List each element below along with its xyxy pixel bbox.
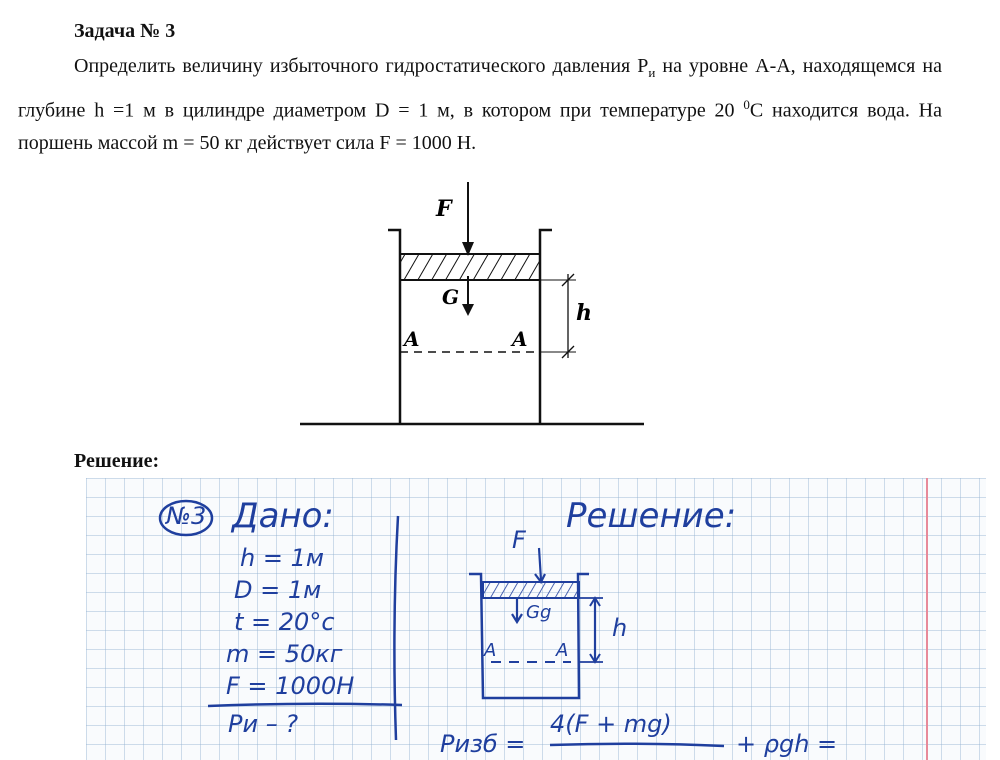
gravity-arrow-head [462, 304, 474, 316]
sketch-force-label: F [512, 526, 526, 554]
given-divider [386, 514, 406, 744]
given-m: m = 50кг [226, 640, 343, 668]
solution-heading: Решение: [74, 450, 160, 472]
formula-numerator: 4(F + mg) [550, 710, 672, 738]
piston [400, 254, 540, 280]
formula-rest: + ρgh = [736, 730, 838, 758]
problem-text-2: на уровне А-А, находящемся на глубине h =1 м в цилиндре диаметром D = 1 м, в котором при температуре 20 [18, 55, 942, 122]
force-label: F [436, 196, 452, 222]
solution-notes-title: Решение: [566, 496, 737, 536]
given-title: Дано: [232, 496, 334, 536]
notebook-margin-line [926, 478, 928, 760]
problem-number: №3 [166, 502, 207, 530]
handwritten-notes [86, 478, 986, 760]
hand-sketch [461, 536, 661, 706]
sketch-gravity-label: Gg [526, 602, 552, 623]
given-underline [206, 700, 406, 710]
problem-title: Задача № 3 [74, 20, 176, 42]
fraction-bar [548, 740, 728, 750]
gravity-label: G [442, 285, 460, 309]
given-t: t = 20°c [234, 608, 335, 636]
unknown-value: Ри – ? [228, 710, 299, 738]
degree-superscript: 0 [743, 97, 750, 112]
problem-text-3: С находится вода. На поршень массой m = 50 кг действует сила F = 1000 Н. [18, 99, 943, 154]
sketch-level-right: A [556, 640, 569, 661]
pressure-subscript: и [648, 65, 656, 80]
formula-lhs: Ризб = [440, 730, 526, 758]
level-right-label: A [512, 327, 528, 351]
sketch-level-left: A [484, 640, 497, 661]
given-h: h = 1м [240, 544, 324, 572]
level-left-label: A [404, 327, 420, 351]
given-f: F = 1000Н [226, 672, 355, 700]
sketch-depth-label: h [612, 614, 628, 642]
given-d: D = 1м [234, 576, 322, 604]
problem-text-1: Определить величину избыточного гидростатического давления Р [74, 55, 649, 77]
cylinder-left-wall [388, 230, 400, 424]
cylinder-diagram [296, 178, 656, 428]
problem-statement [18, 50, 942, 159]
cylinder-right-wall [540, 230, 552, 424]
depth-label: h [576, 300, 592, 326]
